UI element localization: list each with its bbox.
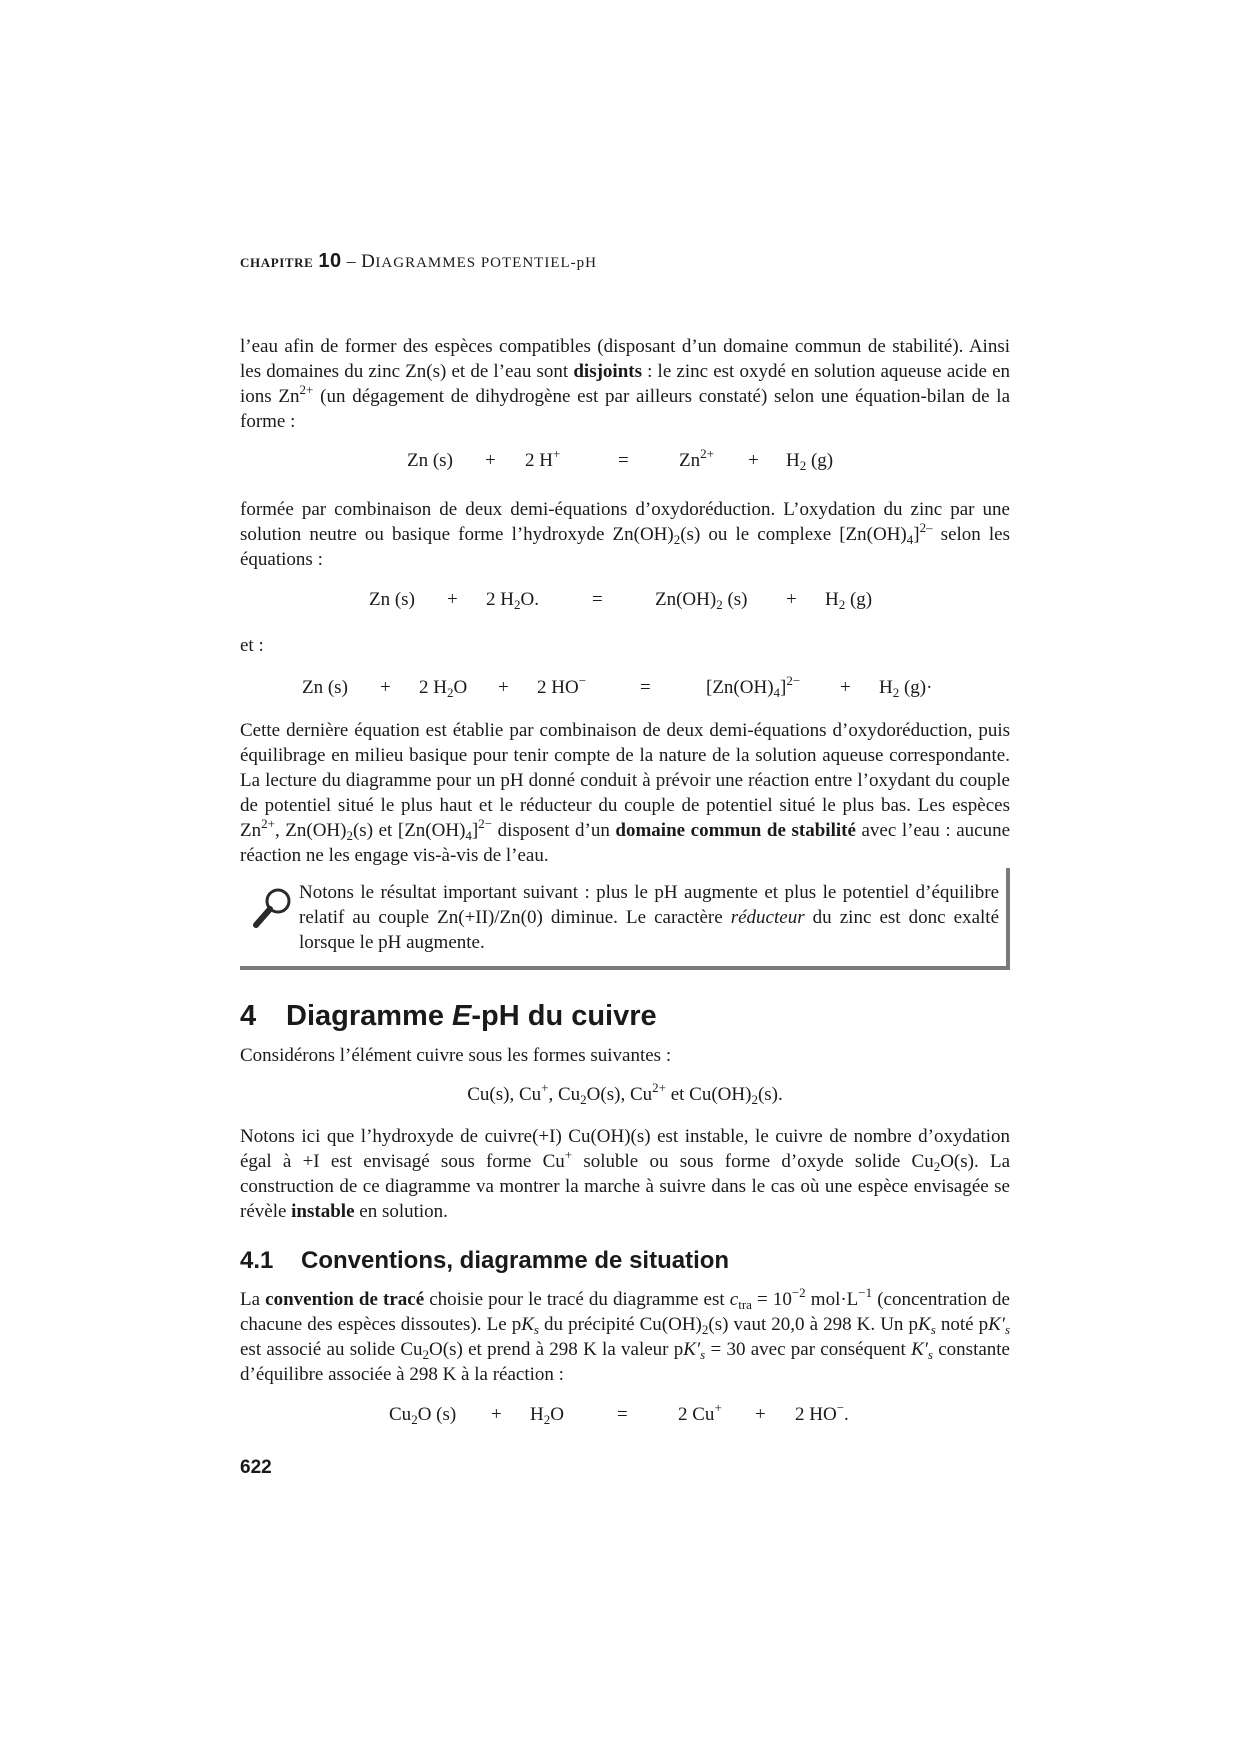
paragraph-copper-hydroxide: Notons ici que l’hydroxyde de cuivre(+I) Cu(OH)(s) est instable, le cuivre de nombre d’oxydation égal à +I est envisagé sous forme Cu+ soluble ou sous forme d’oxyde solide $Cu_2O(s)$. La construction de ce diagramme va montrer la marche à suivre dans le cas où une espèce envisagée se révèle instable en solution.	[240, 1126, 1011, 1222]
paragraph-conventions: La convention de tracé choisie pour le tracé du diagramme est $c_{tra} = 10^{-2}$ $mol\cdot L^{-1}$ (concentration de chacune des espèces dissoutes). Le $pK_s$ du précipité $Cu(OH)_2(s)$ vaut 20,0 à 298 K. Un $pK_s$ noté $pK'_s$ est associé au solide $Cu_2O(s)$ et prend à 298 K la valeur $pK'_s = 30$ avec par conséquent $K'_s$ constante d’équilibre associée à 298 K à la réaction :	[240, 1285, 1011, 1385]
et-label: et :	[240, 635, 264, 656]
section-heading-4: 4 Diagramme E-pH du cuivre	[240, 1000, 657, 1032]
page-number: 622	[240, 1457, 272, 1478]
paragraph-diagram-reading: Cette dernière équation est établie par combinaison de deux demi-équations d’oxydoréduction, puis équilibrage en milieu basique pour tenir compte de la nature de la solution aqueuse correspondante. La lecture du diagramme pour un pH donné conduit à prévoir une réaction entre l’oxydant du couple de potentiel situé le plus haut et le réducteur du couple de potentiel situé le plus bas. Les espèces $Zn^{2+}$, $Zn(OH)_2(s)$ et $[Zn(OH)_4]^{2-}$ disposent d’un domaine commun de stabilité avec l’eau : aucune réaction ne les engage vis-à-vis de l’eau.	[240, 720, 1011, 866]
header-separator: –	[346, 251, 357, 271]
note-text: Notons le résultat important suivant : plus le pH augmente et plus le potentiel d’équilibre relatif au couple Zn(+II)/Zn(0) diminue. Le caractère réducteur du zinc est donc exalté lorsque le pH augmente.	[299, 882, 999, 953]
header-title-rest: IAGRAMMES POTENTIEL	[375, 255, 571, 271]
paragraph-zinc-basic: formée par combinaison de deux demi-équations d’oxydoréduction. L’oxydation du zinc par une solution neutre ou basique forme l’hydroxyde $Zn(OH)_2(s)$ ou le complexe $[Zn(OH)_4]^{2-}$ selon les équations :	[240, 499, 1010, 570]
header-title-tail: -pH	[570, 255, 597, 271]
equation-zinc-complex: Zn (s) + 2 $H_2O$ + 2 HO− = $[Zn(OH)_4]^{2-}$ + $H_2$ (g)·	[302, 673, 933, 700]
copper-species-list: Cu(s), Cu+, $Cu_2O(s)$, $Cu^{2+}$ et $Cu(OH)_2(s)$.	[467, 1080, 783, 1107]
paragraph-copper-forms: Considérons l’élément cuivre sous les formes suivantes :	[240, 1045, 672, 1066]
magnifier-icon	[250, 885, 296, 931]
header-title-initial: D	[361, 251, 376, 272]
section-heading-4-1: 4.1 Conventions, diagramme de situation	[240, 1247, 730, 1274]
chapter-number: 10	[318, 250, 342, 272]
equation-zinc-acid: Zn (s) + 2 H+ = $Zn^{2+}$ + $H_2$ (g)	[407, 446, 834, 473]
chapter-word: CHAPITRE	[240, 255, 314, 270]
equation-copper-oxide: $Cu_2O$ (s) + $H_2O$ = 2 Cu+ + 2 HO−.	[389, 1400, 849, 1427]
paragraph-zinc-water: l’eau afin de former des espèces compatibles (disposant d’un domaine commun de stabilité). Ainsi les domaines du zinc Zn(s) et de l’eau sont disjoints : le zinc est oxydé en solution aqueuse acide en ions $Zn^{2+}$ (un dégagement de dihydrogène est par ailleurs constaté) selon une équation-bilan de la forme :	[240, 336, 1011, 432]
equation-zinc-hydroxide: Zn (s) + 2 $H_2O$. = $Zn(OH)_2$ (s) + $H_2$ (g)	[369, 589, 873, 612]
running-header	[240, 250, 597, 273]
